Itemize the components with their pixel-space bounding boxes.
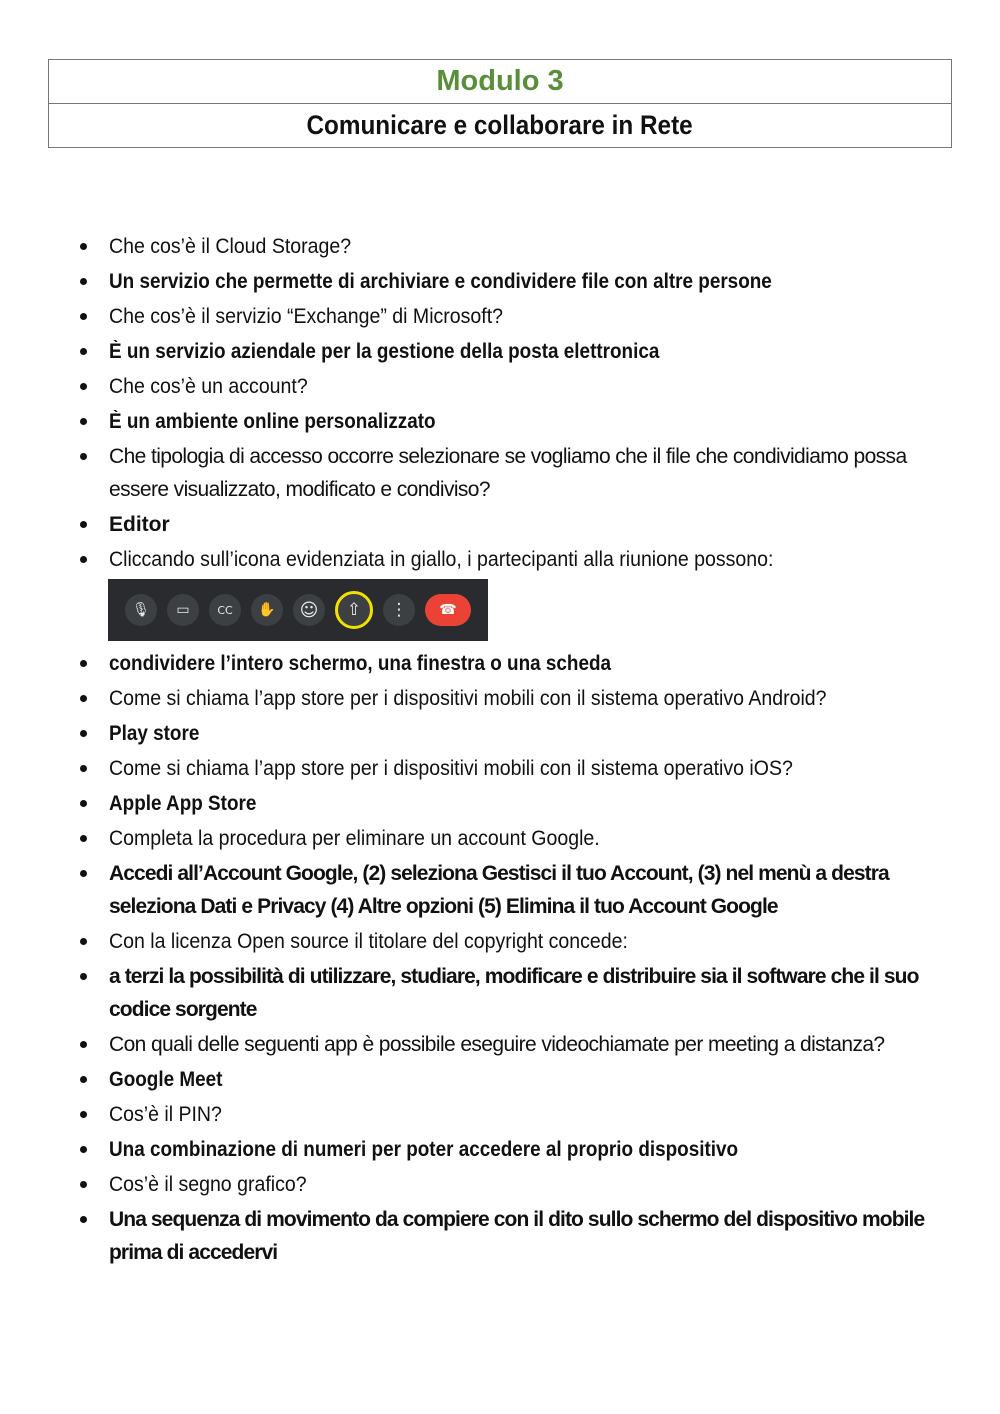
- list-item: [0, 822, 1000, 855]
- answer-text: È un ambiente online personalizzato: [109, 410, 436, 433]
- list-item: [0, 752, 1000, 785]
- question-text: Che cos’è il Cloud Storage?: [109, 235, 352, 258]
- bullet-icon: [80, 870, 87, 877]
- question-text: Come si chiama l’app store per i dispositivi mobili con il sistema operativo iOS?: [109, 757, 793, 780]
- answer-text: Play store: [109, 722, 200, 745]
- question-text: Cos’è il PIN?: [109, 1103, 222, 1126]
- meet-toolbar: [108, 579, 488, 641]
- bullet-icon: [80, 278, 87, 285]
- camera-icon: ▭: [167, 594, 199, 626]
- header-table: [48, 59, 952, 148]
- bullet-icon: [80, 695, 87, 702]
- bullet-icon: [80, 1041, 87, 1048]
- list-item: [0, 370, 1000, 403]
- bullet-icon: [80, 973, 87, 980]
- list-item: [0, 405, 1000, 438]
- question-text: Cos’è il segno grafico?: [109, 1173, 307, 1196]
- bullet-icon: [80, 521, 87, 528]
- list-item: [0, 1203, 1000, 1269]
- meet-toolbar-image: [0, 579, 1000, 641]
- list-item: [0, 647, 1000, 680]
- question-text: Completa la procedura per eliminare un account Google.: [109, 827, 600, 850]
- emoji-icon: ☺: [293, 594, 325, 626]
- bullet-icon: [80, 556, 87, 563]
- list-item: [0, 787, 1000, 820]
- hang-up-icon: ☎: [425, 594, 471, 626]
- bullet-icon: [80, 1111, 87, 1118]
- list-item: [0, 717, 1000, 750]
- list-item: [0, 925, 1000, 958]
- list-item: [0, 230, 1000, 263]
- bullet-icon: [80, 800, 87, 807]
- bullet-icon: [80, 383, 87, 390]
- list-item: [0, 300, 1000, 333]
- list-item: [0, 857, 1000, 923]
- bullet-icon: [80, 1216, 87, 1223]
- list-item: [0, 1098, 1000, 1131]
- microphone-icon: 🎙: [125, 594, 157, 626]
- question-text: Con la licenza Open source il titolare del copyright concede:: [109, 930, 628, 953]
- answer-text: Editor: [109, 513, 170, 536]
- bullet-icon: [80, 313, 87, 320]
- answer-text: Una combinazione di numeri per poter accedere al proprio dispositivo: [109, 1138, 739, 1161]
- list-item: [0, 960, 1000, 1026]
- captions-icon: CC: [209, 594, 241, 626]
- answer-text: a terzi la possibilità di utilizzare, studiare, modificare e distribuire sia il software che il suo codice sorgente: [109, 965, 919, 1021]
- raise-hand-icon: ✋: [251, 594, 283, 626]
- more-options-icon: ⋮: [383, 594, 415, 626]
- bullet-icon: [80, 1146, 87, 1153]
- bullet-icon: [80, 938, 87, 945]
- present-screen-icon: ⇧: [335, 591, 373, 629]
- qa-list: [0, 230, 1000, 1271]
- bullet-icon: [80, 348, 87, 355]
- list-item: [0, 1063, 1000, 1096]
- answer-text: Google Meet: [109, 1068, 223, 1091]
- list-item: [0, 508, 1000, 541]
- list-item: [0, 543, 1000, 576]
- question-text: Cliccando sull’icona evidenziata in giallo, i partecipanti alla riunione possono:: [109, 548, 774, 571]
- question-text: Con quali delle seguenti app è possibile eseguire videochiamate per meeting a distanza?: [109, 1033, 885, 1056]
- bullet-icon: [80, 243, 87, 250]
- bullet-icon: [80, 730, 87, 737]
- question-text: Che tipologia di accesso occorre selezionare se vogliamo che il file che condividiamo possa essere visualizzato, modificato e condiviso?: [109, 445, 907, 501]
- title-row: [49, 103, 951, 147]
- list-item: [0, 1133, 1000, 1166]
- bullet-icon: [80, 835, 87, 842]
- module-row: [49, 60, 951, 103]
- bullet-icon: [80, 660, 87, 667]
- answer-text: Apple App Store: [109, 792, 257, 815]
- answer-text: condividere l’intero schermo, una finestra o una scheda: [109, 652, 612, 675]
- list-item: [0, 265, 1000, 298]
- bullet-icon: [80, 1076, 87, 1083]
- bullet-icon: [80, 765, 87, 772]
- question-text: Come si chiama l’app store per i dispositivi mobili con il sistema operativo Android?: [109, 687, 827, 710]
- module-title: Modulo 3: [436, 65, 564, 97]
- list-item: [0, 682, 1000, 715]
- answer-text: È un servizio aziendale per la gestione della posta elettronica: [109, 340, 660, 363]
- list-item: [0, 1028, 1000, 1061]
- question-text: Che cos’è un account?: [109, 375, 308, 398]
- list-item: [0, 335, 1000, 368]
- bullet-icon: [80, 453, 87, 460]
- answer-text: Accedi all’Account Google, (2) seleziona Gestisci il tuo Account, (3) nel menù a destra seleziona Dati e Privacy (4) Altre opzioni (5) Elimina il tuo Account Google: [109, 862, 889, 918]
- question-text: Che cos’è il servizio “Exchange” di Microsoft?: [109, 305, 504, 328]
- page-title: Comunicare e collaborare in Rete: [306, 110, 694, 140]
- list-item: [0, 440, 1000, 506]
- answer-text: Una sequenza di movimento da compiere con il dito sullo schermo del dispositivo mobile prima di accedervi: [109, 1208, 925, 1264]
- bullet-icon: [80, 418, 87, 425]
- answer-text: Un servizio che permette di archiviare e condividere file con altre persone: [109, 270, 772, 293]
- bullet-icon: [80, 1181, 87, 1188]
- list-item: [0, 1168, 1000, 1201]
